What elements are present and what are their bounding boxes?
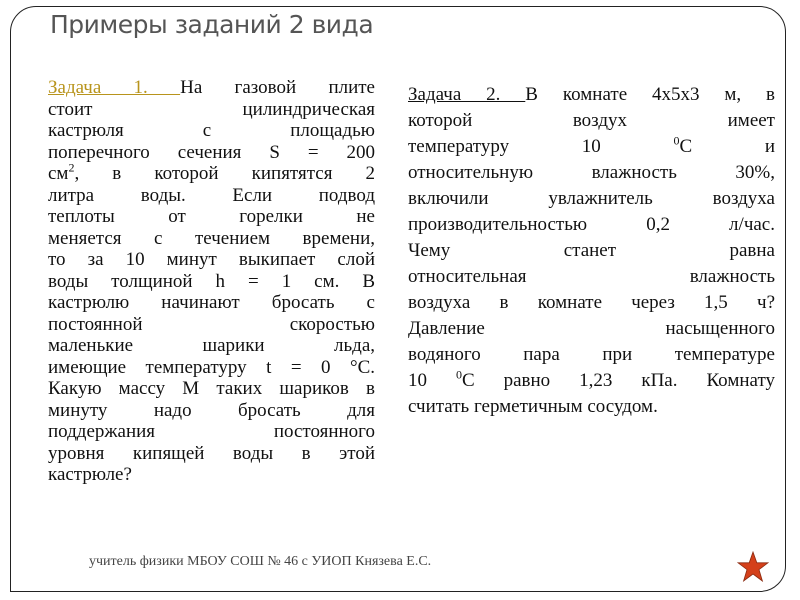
- text-line: производительностью 0,2 л/час.: [408, 214, 775, 235]
- text-line: стоит цилиндрическая: [48, 98, 375, 120]
- text-line: теплоты от горелки не: [48, 206, 375, 227]
- text-line: поддержания постоянного: [48, 421, 375, 442]
- text-line: водяного пара при температуре: [408, 344, 775, 365]
- text-line: температуру 10 $^0$С и: [408, 133, 776, 157]
- task-label: Задача 1.: [48, 77, 181, 98]
- text-line: постоянной скоростью: [48, 313, 375, 335]
- text-line: $см^2$, в которой кипятятся 2: [48, 160, 375, 184]
- text-line: которой воздух имеет: [408, 110, 775, 131]
- text-line: уровня кипящей воды в этой: [48, 442, 375, 464]
- text-line: относительная влажность: [408, 266, 775, 287]
- text-line: минуту надо бросать для: [48, 399, 375, 421]
- text-line: Чему станет равна: [408, 240, 775, 261]
- task-label: Задача 2.: [408, 84, 526, 105]
- footer-author: учитель физики МБОУ СОШ № 46 с УИОП Князева Е.С.: [89, 554, 432, 569]
- text-line: поперечного сечения S = 200: [48, 141, 375, 163]
- text-line: меняется с течением времени,: [48, 227, 375, 249]
- star-icon: [737, 551, 769, 583]
- text-line: кастрюля с площадью: [48, 120, 375, 141]
- text-line: кастрюлю начинают бросать с: [48, 292, 375, 313]
- text-line: имеющие температуру t = 0 °С.: [48, 356, 375, 378]
- text-line: воздуха в комнате через 1,5 ч?: [408, 292, 775, 313]
- text-line: считать герметичным сосудом.: [408, 396, 658, 417]
- text-line: воды толщиной h = 1 см. В: [48, 270, 375, 292]
- task-2: [408, 82, 775, 420]
- text-line: Какую массу M таких шариков в: [48, 378, 375, 399]
- text-line: кастрюле?: [48, 464, 132, 485]
- text-line: то за 10 минут выкипает слой: [48, 249, 375, 270]
- text-line: относительную влажность 30%,: [408, 162, 775, 183]
- task-1: [48, 77, 375, 486]
- text-line: маленькие шарики льда,: [48, 335, 375, 356]
- text-line: Задача 2. В комнате 4х5х3 м, в: [408, 84, 775, 105]
- text-line: Давление насыщенного: [408, 318, 775, 339]
- slide-title: Примеры заданий 2 вида: [50, 10, 374, 39]
- text-line: включили увлажнитель воздуха: [408, 188, 775, 209]
- text-line: 10 $^0$С равно 1,23 кПа. Комнату: [408, 367, 775, 391]
- text-line: Задача 1. На газовой плите: [48, 77, 375, 98]
- text-line: литра воды. Если подвод: [48, 184, 375, 206]
